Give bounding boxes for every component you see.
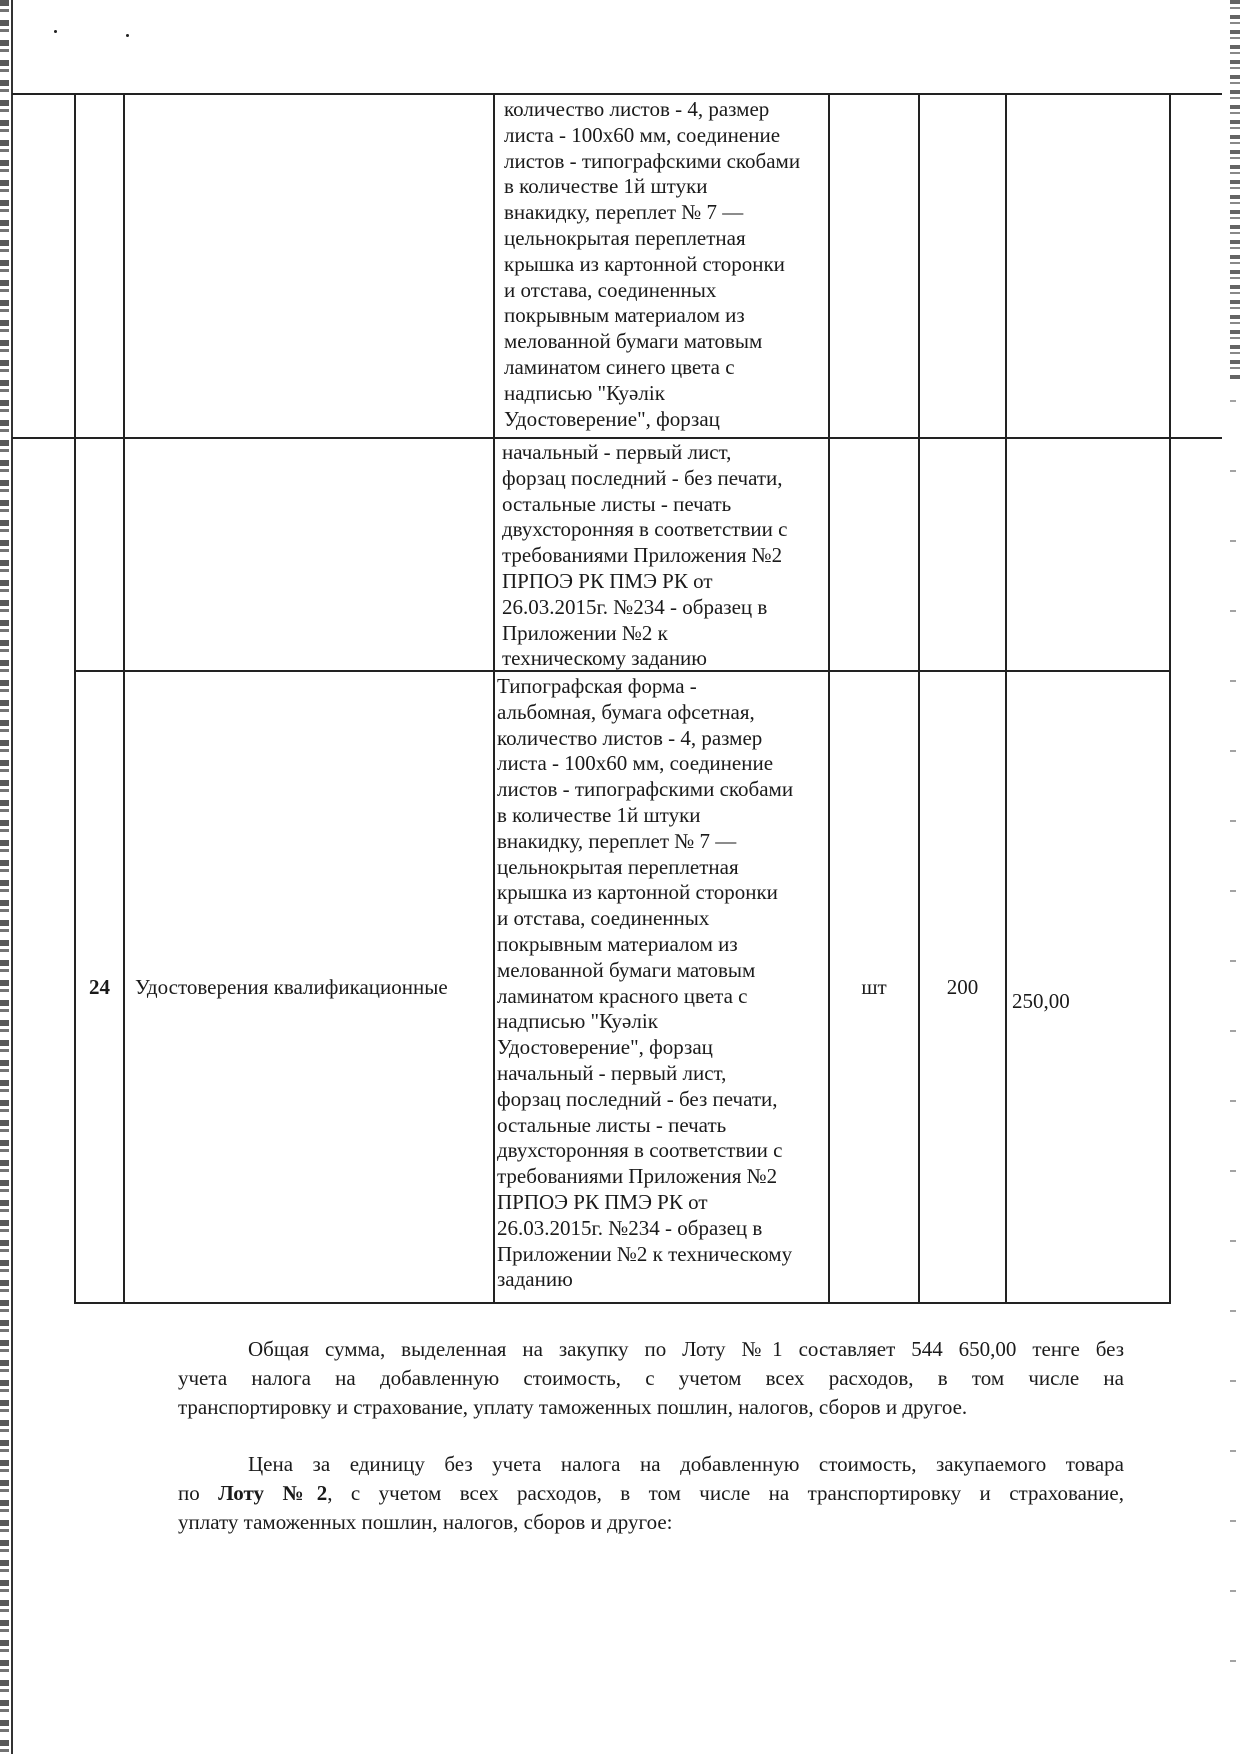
table-col-border bbox=[828, 93, 830, 1304]
table-cell-price: 250,00 bbox=[1012, 989, 1070, 1013]
paragraph-line: уплату таможенных пошлин, налогов, сборов и другое: bbox=[178, 1510, 673, 1534]
table-cell-description: количество листов - 4, размер листа - 100x60 мм, соединение листов - типографскими скобами в количестве 1й штуки внакидку, переплет № 7 — цельнокрытая переплетная крышка из картонной сторонки и отстава, соединенных покрывным материалом из мелованной бумаги матовым ламинатом синего цвета с надписью "Куәлік Удостоверение", форзац bbox=[504, 97, 801, 431]
lot-reference: Лоту №2 bbox=[218, 1481, 328, 1505]
table-cell-description: начальный - первый лист, форзац последний - без печати, остальные листы - печать двухсторонняя в соответствии с требованиями Приложения №2 ПРПОЭ РК ПМЭ РК от 26.03.2015г. №234 - образец в Приложении №2 к техническому заданию bbox=[502, 440, 788, 671]
scan-speck bbox=[126, 34, 129, 37]
table-col-border bbox=[918, 93, 920, 1304]
table-rule-top bbox=[12, 93, 1222, 95]
table-cell-quantity: 200 bbox=[946, 975, 979, 999]
paragraph-line bbox=[178, 1479, 1124, 1508]
unit-price-paragraph bbox=[178, 1450, 1124, 1537]
scan-speck bbox=[54, 30, 57, 33]
paragraph-line: учета налога на добавленную стоимость, с учетом всех расходов, в том числе на bbox=[178, 1366, 1124, 1390]
paragraph-line: Цена за единицу без учета налога на добавленную стоимость, закупаемого товара bbox=[248, 1452, 1124, 1476]
paragraph-text: , с учетом всех расходов, в том числе на транспортировку и страхование, bbox=[327, 1481, 1124, 1505]
table-col-border bbox=[74, 93, 76, 1304]
table-rule-row bbox=[12, 437, 1222, 439]
paragraph-line: Общая сумма, выделенная на закупку по Лоту №1 составляет 544 650,00 тенге без bbox=[248, 1337, 1124, 1361]
paragraph-text: по bbox=[178, 1481, 219, 1505]
table-cell-number: 24 bbox=[89, 975, 110, 999]
table-cell-unit: шт bbox=[861, 975, 887, 999]
paragraph-line: транспортировку и страхование, уплату таможенных пошлин, налогов, сборов и другое. bbox=[178, 1395, 968, 1419]
total-sum-paragraph bbox=[178, 1335, 1124, 1422]
scan-edge-right-ticks bbox=[1230, 400, 1236, 1700]
scan-edge-left-line bbox=[11, 0, 13, 1754]
table-col-border bbox=[1005, 93, 1007, 1304]
table-col-border bbox=[123, 93, 125, 1304]
table-cell-description: Типографская форма - альбомная, бумага офсетная, количество листов - 4, размер листа - 100x60 мм, соединение листов - типографскими скобами в количестве 1й штуки внакидку, переплет № 7 — цельнокрытая переплетная крышка из картонной сторонки и отстава, соединенных покрывным материалом из мелованной бумаги матовым ламинатом красного цвета с надписью "Куәлік Удостоверение", форзац начальный - первый лист, форзац последний - без печати, остальные листы - печать двухсторонняя в соответствии с требованиями Приложения №2 ПРПОЭ РК ПМЭ РК от 26.03.2015г. №234 - образец в Приложении №2 к техническому заданию bbox=[497, 674, 794, 1292]
scan-edge-left bbox=[0, 0, 9, 1754]
table-cell-name: Удостоверения квалификационные bbox=[135, 975, 448, 999]
table-col-border bbox=[493, 93, 495, 1304]
table-col-border bbox=[1169, 93, 1171, 1304]
scan-edge-right bbox=[1230, 0, 1240, 380]
